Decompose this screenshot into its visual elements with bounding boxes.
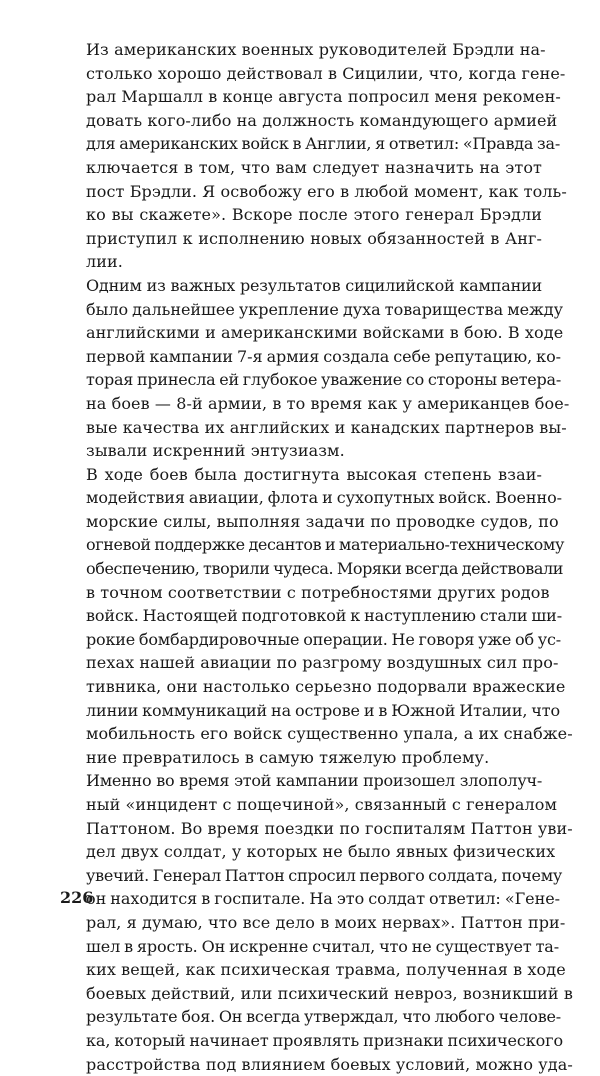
text-line: торая принесла ей глубокое уважение со стороны ветера- [86,370,562,390]
text-line: модействия авиации, флота и сухопутных войск. Военно- [86,488,562,508]
text-line: пост Брэдли. Я освобожу его в любой момент, как толь- [86,181,567,201]
text-line: было дальнейшее укрепление духа товарищества между [86,299,563,319]
text-line: столько хорошо действовал в Сицилии, что, когда гене- [86,63,566,83]
text-line: морские силы, выполняя задачи по проводке судов, по [86,511,559,531]
paragraph [60,38,567,274]
text-line: боевых действий, или психический невроз, возникший в [86,983,573,1003]
text-line: Именно во время этой кампании произошел злополуч- [86,771,542,791]
page-number: 226 [60,888,94,907]
text-line: огневой поддержке десантов и материально-техническому [86,535,564,555]
text-line: результате боя. Он всегда утверждал, что любого челове- [86,1007,562,1027]
text-line: для американских войск в Англии, я ответил: «Правда за- [86,134,560,154]
text-line: В ходе боев была достигнута высокая степень взаи- [86,464,542,484]
text-line: вые качества их английских и канадских партнеров вы- [86,417,567,437]
text-line: ный «инцидент с пощечиной», связанный с генералом [86,795,558,814]
text-line: войск. Настоящей подготовкой к наступлению стали ши- [86,606,563,626]
text-line: в точном соответствии с потребностями других родов [86,582,550,602]
text-line: пехах нашей авиации по разгрому воздушных сил про- [86,653,559,673]
text-line: Паттоном. Во время поездки по госпиталям Паттон уви- [86,818,573,838]
text-line: английскими и американскими войсками в бою. В ходе [86,323,564,343]
text-line: довать кого-либо на должность командующего армией [86,110,558,130]
text-line: лии. [86,252,123,272]
text-line: ние превратилось в самую тяжелую проблему. [86,747,490,767]
text-line: мобильность его войск существенно упала, а их снабже- [86,724,573,744]
paragraph [60,274,570,463]
text-line: первой кампании 7-я армия создала себе репутацию, ко- [86,346,561,366]
page-body [60,38,573,1076]
text-line: дел двух солдат, у которых не было явных физических [86,842,556,862]
text-line: Одним из важных результатов сицилийской кампании [86,275,542,295]
text-line: линии коммуникаций на острове и в Южной Италии, что [86,700,561,720]
text-line: ких вещей, как психическая травма, полученная в ходе [86,960,566,980]
text-line: на боев — 8-й армии, в то время как у американцев бое- [86,393,570,413]
text-line: рокие бомбардировочные операции. Не говоря уже об ус- [86,629,561,649]
text-line: расстройства под влиянием боевых условий, можно уда- [86,1054,573,1074]
text-line: ко вы скажете». Вскоре после этого генерал Брэдли [86,205,542,225]
text-line: рал Маршалл в конце августа попросил меня рекомен- [86,87,561,107]
text-line: зывали искренний энтузиазм. [86,441,345,461]
text-line: приступил к исполнению новых обязанностей в Анг- [86,228,542,248]
text-line: ключается в том, что вам следует назначить на этот [86,157,542,177]
text-line: рал, я думаю, что все дело в моих нервах». Паттон при- [86,912,566,932]
text-line: тивника, они настолько серьезно подорвали вражеские [86,677,566,697]
text-line: он находится в госпитале. На это солдат ответил: «Гене- [86,889,561,909]
text-line: шел в ярость. Он искренне считал, что не существует та- [86,936,560,956]
text-line: обеспечению, творили чудеса. Моряки всегда действовали [86,559,564,579]
text-line: Из американских военных руководителей Брэдли на- [86,40,546,59]
text-line: увечий. Генерал Паттон спросил первого солдата, почему [86,865,562,885]
paragraph [60,769,573,1076]
text-line: ка, который начинает проявлять признаки психического [86,1030,563,1050]
paragraph [60,463,573,770]
